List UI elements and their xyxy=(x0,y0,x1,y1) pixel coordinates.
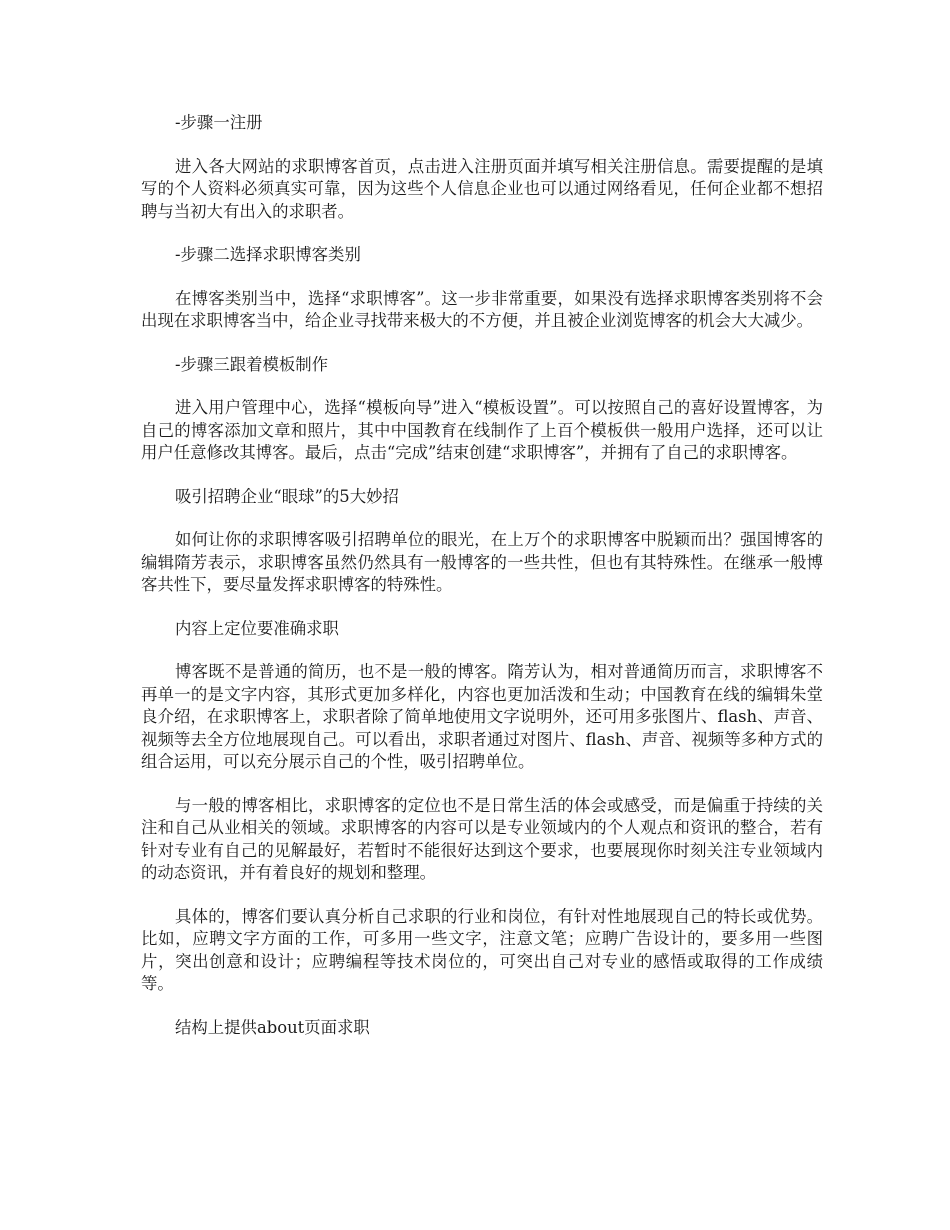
content-heading: 内容上定位要准确求职 xyxy=(175,618,339,638)
step1-heading: -步骤一注册 xyxy=(175,113,263,132)
structure-heading: 结构上提供about页面求职 xyxy=(175,1017,370,1037)
content-paragraph-1: 博客既不是普通的简历，也不是一般的博客。隋芳认为，相对普通简历而言，求职博客不再单一的是文字内容，其形式更加多样化，内容也更加活泼和生动；中国教育在线的编辑朱堂良介绍，在求职博客上，求职者除了简单地使用文字说明外，还可用多张图片、flash、声音、视频等去全方位地展现自己。可以看出，求职者通过对图片、flash、声音、视频等多种方式的组合运用，可以充分展示自己的个性，吸引招聘单位。 xyxy=(141,662,823,771)
tips-heading: 吸引招聘企业“眼球”的5大妙招 xyxy=(175,486,399,506)
step2-paragraph: 在博客类别当中，选择“求职博客”。这一步非常重要，如果没有选择求职博客类别将不会出现在求职博客当中，给企业寻找带来极大的不方便，并且被企业浏览博客的机会大大减少。 xyxy=(141,288,823,330)
document-page xyxy=(141,112,823,1060)
step1-paragraph: 进入各大网站的求职博客首页，点击进入注册页面并填写相关注册信息。需要提醒的是填写的个人资料必须真实可靠，因为这些个人信息企业也可以通过网络看见，任何企业都不想招聘与当初大有出入的求职者。 xyxy=(141,156,823,221)
content-paragraph-3: 具体的，博客们要认真分析自己求职的行业和岗位，有针对性地展现自己的特长或优势。比如，应聘文字方面的工作，可多用一些文字，注意文笔；应聘广告设计的，要多用一些图片，突出创意和设计；应聘编程等技术岗位的，可突出自己对专业的感悟或取得的工作成绩等。 xyxy=(141,906,823,993)
step3-heading: -步骤三跟着模板制作 xyxy=(175,354,329,374)
step2-heading: -步骤二选择求职博客类别 xyxy=(175,245,361,264)
content-paragraph-2: 与一般的博客相比，求职博客的定位也不是日常生活的体会或感受，而是偏重于持续的关注和自己从业相关的领域。求职博客的内容可以是专业领域内的个人观点和资讯的整合，若有针对专业有自己的见解最好，若暂时不能很好达到这个要求，也要展现你时刻关注专业领域内的动态资讯，并有着良好的规划和整理。 xyxy=(141,795,823,882)
step3-paragraph: 进入用户管理中心，选择“模板向导”进入“模板设置”。可以按照自己的喜好设置博客，为自己的博客添加文章和照片，其中中国教育在线制作了上百个模板供一般用户选择，还可以让用户任意修改其博客。最后，点击“完成”结束创建“求职博客”，并拥有了自己的求职博客。 xyxy=(141,398,823,462)
tips-paragraph: 如何让你的求职博客吸引招聘单位的眼光，在上万个的求职博客中脱颖而出？强国博客的编辑隋芳表示，求职博客虽然仍然具有一般博客的一些共性，但也有其特殊性。在继承一般博客共性下，要尽量发挥求职博客的特殊性。 xyxy=(141,530,823,594)
